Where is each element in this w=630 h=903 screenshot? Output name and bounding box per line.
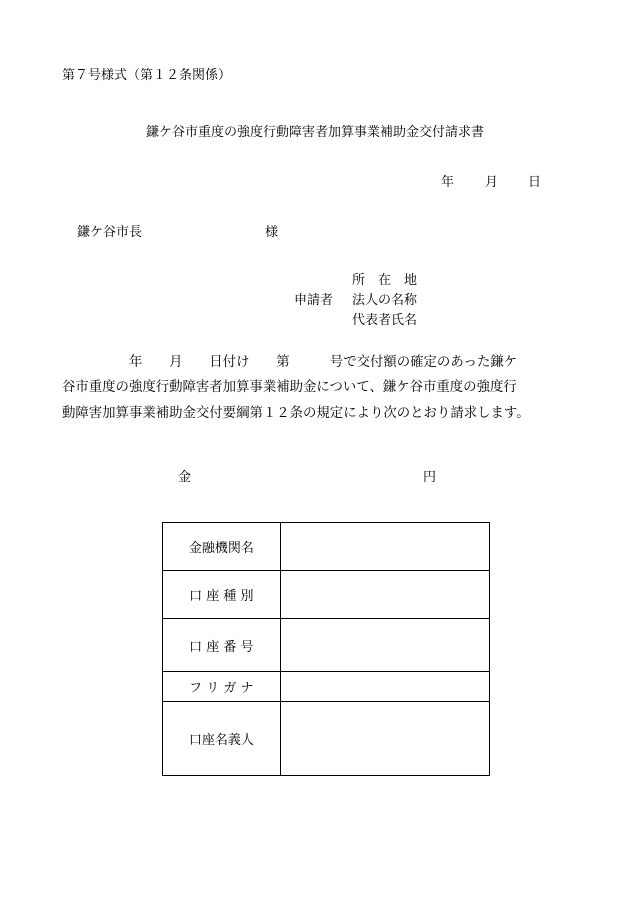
body-text-line-1: 年 月 日付け 第 号で交付額の確定のあった鎌ケ [62,355,518,370]
bank-account-table [162,522,490,776]
account-number-field[interactable] [280,619,489,672]
table-row [163,619,490,672]
account-number-label: 口 座 番 号 [163,619,281,672]
addressee-honorific: 様 [265,225,279,240]
body-text-line-2: 谷市重度の強度行動障害者加算事業補助金について、鎌ケ谷市重度の強度行 [62,380,517,395]
table-row [163,571,490,619]
body-text-line-3: 動障害加算事業補助金交付要綱第１２条の規定により次のとおり請求します。 [62,406,530,421]
table-row [163,672,490,702]
table-row [163,702,490,776]
amount-unit: 円 [423,470,437,485]
account-holder-label: 口座名義人 [163,702,281,776]
bank-name-field[interactable] [280,523,489,571]
date-day-label: 日 [528,175,542,190]
addressee-name: 鎌ケ谷市長 [77,225,143,240]
table-row [163,523,490,571]
account-type-label: 口 座 種 別 [163,571,281,619]
applicant-address-label: 所 在 地 [352,273,418,288]
form-title: 鎌ケ谷市重度の強度行動障害者加算事業補助金交付請求書 [145,125,484,140]
applicant-label: 申請者 [294,293,334,308]
account-type-field[interactable] [280,571,489,619]
applicant-corporation-label: 法人の名称 [352,293,418,308]
date-year-label: 年 [441,175,455,190]
applicant-representative-label: 代表者氏名 [352,313,418,328]
furigana-label: フ リ ガ ナ [163,672,281,702]
amount-label: 金 [178,470,192,485]
account-holder-field[interactable] [280,702,489,776]
furigana-field[interactable] [280,672,489,702]
date-month-label: 月 [485,175,499,190]
bank-name-label: 金融機関名 [163,523,281,571]
form-number: 第７号様式（第１２条関係） [62,68,232,83]
